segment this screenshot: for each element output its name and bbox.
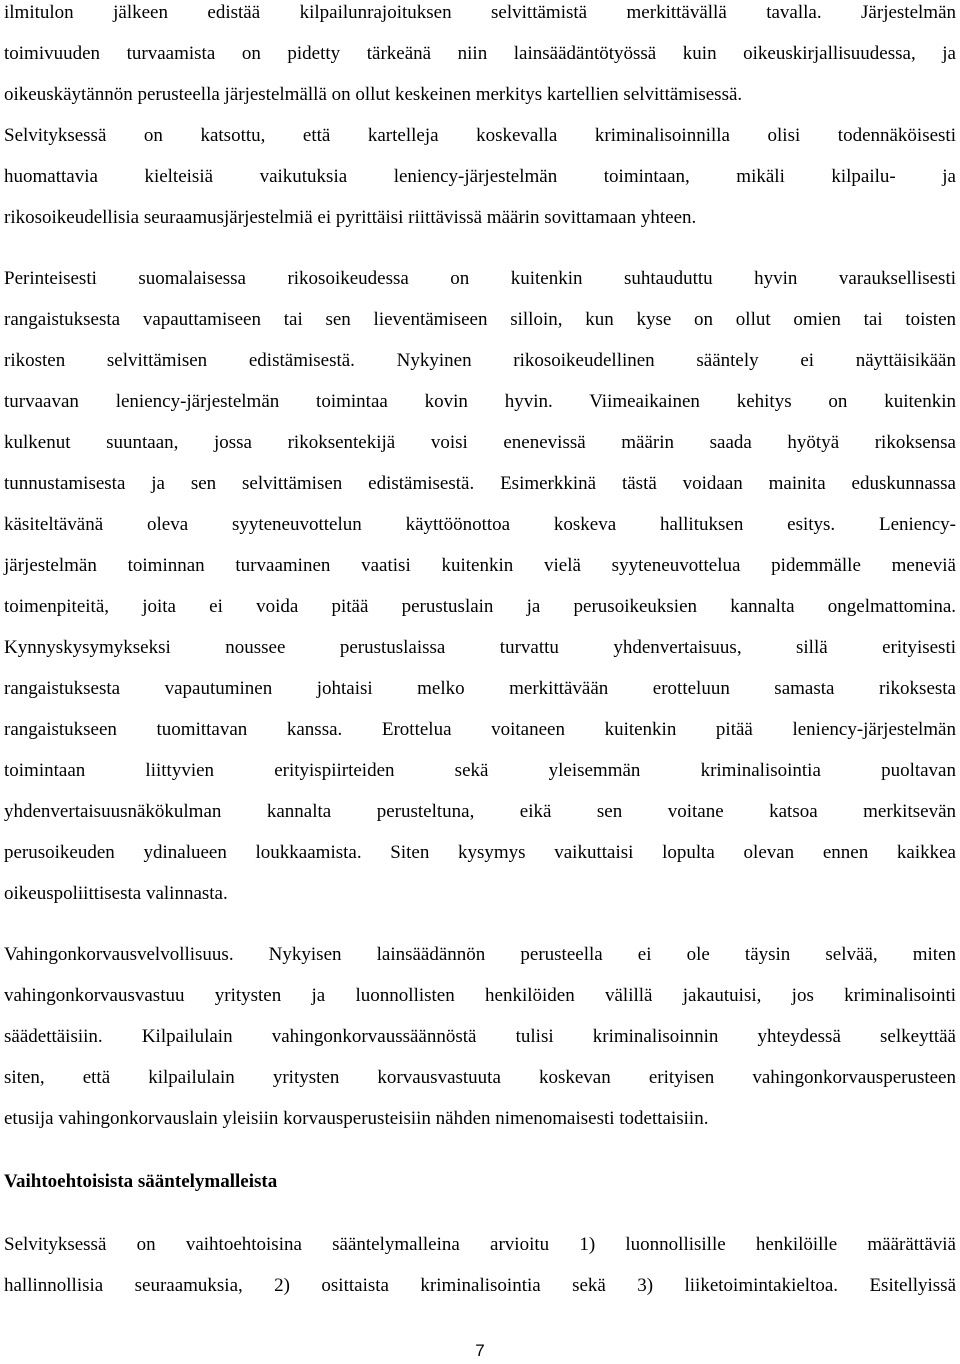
paragraph-gap <box>4 1139 956 1161</box>
paragraph-criminal-law <box>4 258 956 914</box>
section-heading: Vaihtoehtoisista sääntelymalleista <box>4 1171 278 1192</box>
text-line: rikosten selvittämisen edistämisestä. Nykyinen rikosoikeudellinen sääntely ei näyttäisikään <box>4 350 956 371</box>
text-line: Vahingonkorvausvelvollisuus. Nykyisen lainsäädännön perusteella ei ole täysin selvää, miten <box>4 944 956 965</box>
text-line: oikeuspoliittisesta valinnasta. <box>4 883 228 904</box>
text-line: turvaavan leniency-järjestelmän toimintaa kovin hyvin. Viimeaikainen kehitys on kuitenkin <box>4 391 956 412</box>
paragraph-gap <box>4 238 956 258</box>
paragraph-gap <box>4 1202 956 1224</box>
text-line: rangaistukseen tuomittavan kanssa. Erottelua voitaneen kuitenkin pitää leniency-järjestelmän <box>4 719 956 740</box>
text-line: kulkenut suuntaan, jossa rikoksentekijä voisi enenevissä määrin saada hyötyä rikoksensa <box>4 432 956 453</box>
text-line: perusoikeuden ydinalueen loukkaamista. Siten kysymys vaikuttaisi lopulta olevan ennen kaikkea <box>4 842 956 863</box>
text-line: hallinnollisia seuraamuksia, 2) osittaista kriminalisointia sekä 3) liiketoimintakieltoa. Esitellyissä <box>4 1275 956 1296</box>
text-line: toimenpiteitä, joita ei voida pitää perustuslain ja perusoikeuksien kannalta ongelmattomina. <box>4 596 956 617</box>
text-line: Kynnyskysymykseksi noussee perustuslaissa turvattu yhdenvertaisuus, sillä erityisesti <box>4 637 956 658</box>
text-line: tunnustamisesta ja sen selvittämisen edistämisestä. Esimerkkinä tästä voidaan mainita eduskunnassa <box>4 473 956 494</box>
text-line: ilmitulon jälkeen edistää kilpailunrajoituksen selvittämistä merkittävällä tavalla. Järjestelmän <box>4 2 956 23</box>
text-line: toimintaan liittyvien erityispiirteiden sekä yleisemmän kriminalisointia puoltavan <box>4 760 956 781</box>
paragraph-alternatives <box>4 1224 956 1306</box>
text-line: siten, että kilpailulain yritysten korvausvastuuta koskevan erityisen vahingonkorvausperusteen <box>4 1067 956 1088</box>
page-number: 7 <box>475 1341 485 1360</box>
text-line: käsiteltävänä oleva syyteneuvottelun käyttöönottoa koskeva hallituksen esitys. Leniency- <box>4 514 956 535</box>
text-line: yhdenvertaisuusnäkökulman kannalta perusteltuna, eikä sen voitane katsoa merkitsevän <box>4 801 956 822</box>
text-line: Perinteisesti suomalaisessa rikosoikeudessa on kuitenkin suhtauduttu hyvin varauksellisesti <box>4 268 956 289</box>
text-line: rikosoikeudellisia seuraamusjärjestelmiä ei pyrittäisi riittävissä määrin sovittamaan yhteen. <box>4 207 697 228</box>
text-line: huomattavia kielteisiä vaikutuksia leniency-järjestelmän toimintaan, mikäli kilpailu- ja <box>4 166 956 187</box>
text-line: vahingonkorvausvastuu yritysten ja luonnollisten henkilöiden välillä jakautuisi, jos kriminalisointi <box>4 985 956 1006</box>
text-line: rangaistuksesta vapautuminen johtaisi melko merkittävään erotteluun samasta rikoksesta <box>4 678 956 699</box>
text-line: järjestelmän toiminnan turvaaminen vaatisi kuitenkin vielä syyteneuvottelua pidemmälle meneviä <box>4 555 956 576</box>
text-line: oikeuskäytännön perusteella järjestelmällä on ollut keskeinen merkitys kartellien selvittämisessä. <box>4 84 743 105</box>
text-line: Selvityksessä on vaihtoehtoisina sääntelymalleina arvioitu 1) luonnollisille henkilöille määrättäviä <box>4 1234 956 1255</box>
text-line: etusija vahingonkorvauslain yleisiin korvausperusteisiin nähden nimenomaisesti todettaisiin. <box>4 1108 709 1129</box>
document-page <box>4 0 956 1306</box>
text-line: Selvityksessä on katsottu, että kartelleja koskevalla kriminalisoinnilla olisi todennäköisesti <box>4 125 956 146</box>
paragraph-leniency-intro <box>4 0 956 238</box>
text-line: säädettäisiin. Kilpailulain vahingonkorvaussäännöstä tulisi kriminalisoinnin yhteydessä selkeyttää <box>4 1026 956 1047</box>
text-line: rangaistuksesta vapauttamiseen tai sen lieventämiseen silloin, kun kyse on ollut omien tai toisten <box>4 309 956 330</box>
text-line: toimivuuden turvaamista on pidetty tärkeänä niin lainsäädäntötyössä kuin oikeuskirjallisuudessa, ja <box>4 43 956 64</box>
paragraph-damages <box>4 934 956 1139</box>
paragraph-gap <box>4 914 956 934</box>
